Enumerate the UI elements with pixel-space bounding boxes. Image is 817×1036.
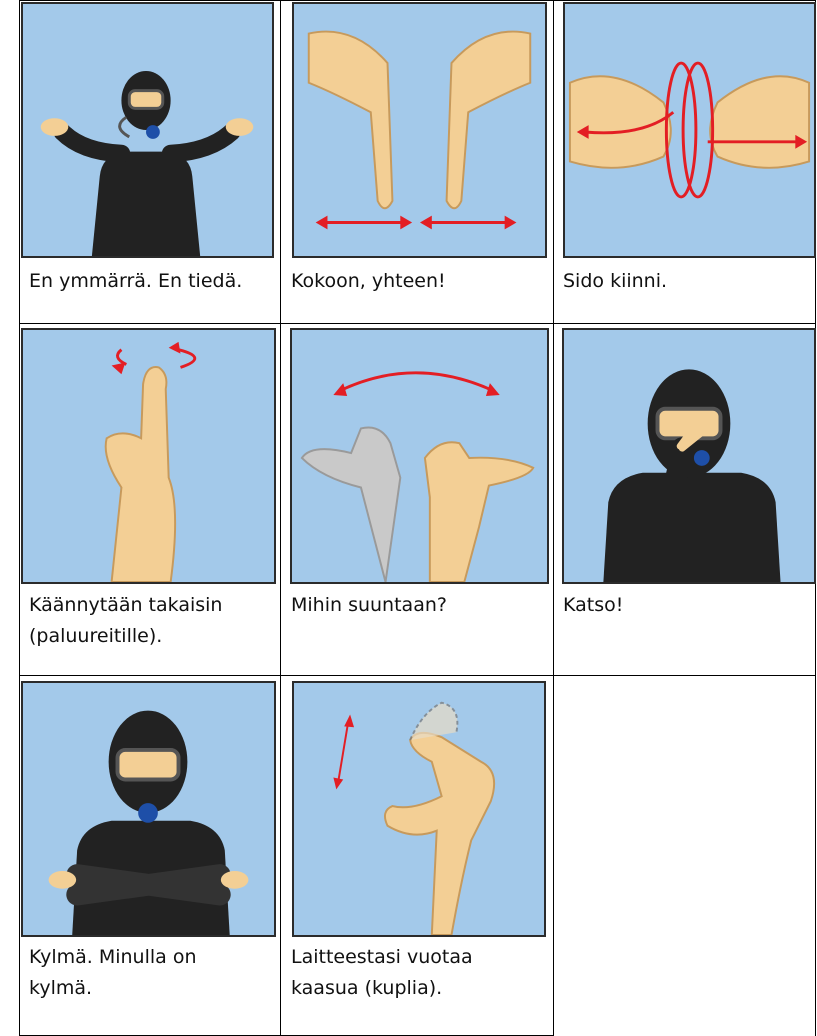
grid-line — [19, 0, 20, 1036]
signal-image-which-direction — [290, 328, 549, 584]
signal-caption: Käännytään takaisin (paluureitille). — [29, 594, 223, 647]
signal-image-turn-around — [21, 328, 276, 584]
signal-caption: Sido kiinni. — [563, 270, 668, 292]
signal-image-shrug — [21, 2, 274, 258]
signal-image-cold — [21, 681, 276, 937]
grid-line — [553, 0, 554, 1036]
signal-image-together — [292, 2, 547, 258]
signal-caption: Mihin suuntaan? — [291, 594, 447, 616]
grid-line — [19, 323, 816, 324]
grid-line — [280, 0, 281, 1036]
signal-caption: Laitteestasi vuotaa kaasua (kuplia). — [291, 946, 473, 999]
signal-caption: En ymmärrä. En tiedä. — [29, 270, 243, 292]
signal-image-tie — [563, 2, 816, 258]
signal-caption: Katso! — [563, 594, 624, 616]
grid-line — [19, 675, 816, 676]
signal-caption: Kokoon, yhteen! — [291, 270, 446, 292]
signal-caption: Kylmä. Minulla on kylmä. — [29, 946, 197, 999]
signal-image-leak — [292, 681, 546, 937]
signal-image-look — [562, 328, 816, 584]
grid-line — [19, 0, 816, 1]
